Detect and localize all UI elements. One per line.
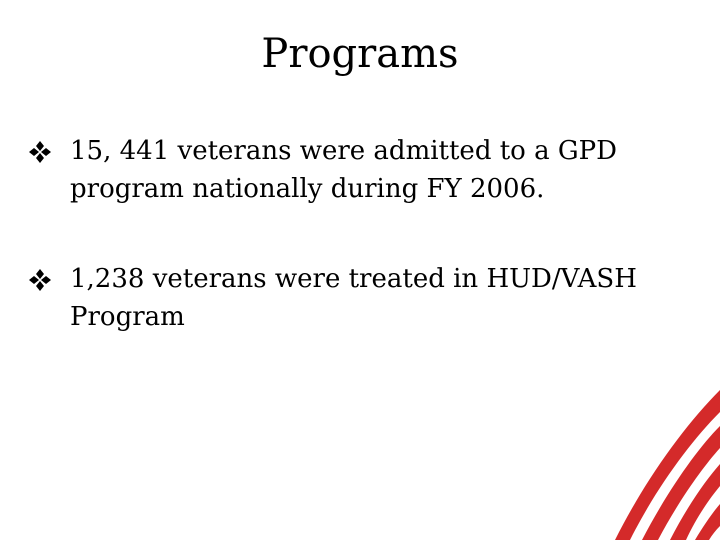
- slide-title: Programs: [261, 31, 459, 77]
- bullet-text: 1,238 veterans were treated in HUD/VASH Program: [70, 264, 637, 332]
- four-diamond-bullet-icon: [28, 268, 52, 292]
- bullet-item: [26, 260, 686, 336]
- four-diamond-bullet-icon: [28, 140, 52, 164]
- bullet-item: [26, 132, 686, 208]
- flag-stripes-decoration: [480, 330, 720, 540]
- bullet-text: 15, 441 veterans were admitted to a GPD program nationally during FY 2006.: [70, 136, 617, 204]
